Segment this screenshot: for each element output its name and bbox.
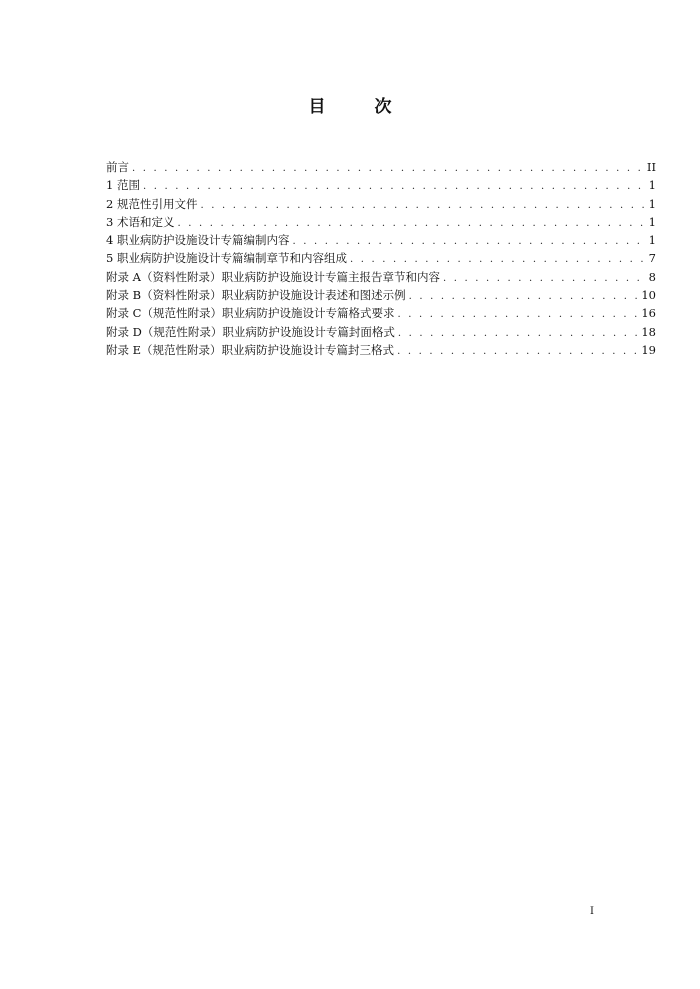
toc-entry-appendix-a[interactable] xyxy=(106,268,656,286)
toc-entry-appendix-d[interactable] xyxy=(106,323,656,341)
toc-entry-page: 10 xyxy=(641,288,656,303)
toc-entry-appendix-e[interactable] xyxy=(106,341,656,359)
toc-entry-label: 附录 C（规范性附录）职业病防护设施设计专篇格式要求 xyxy=(106,306,395,321)
toc-dot-leader xyxy=(409,288,639,306)
toc-dot-leader xyxy=(132,160,644,178)
toc-entry-section-4[interactable] xyxy=(106,231,656,249)
toc-entry-section-5[interactable] xyxy=(106,249,656,267)
toc-entry-label: 2 规范性引用文件 xyxy=(106,196,198,211)
toc-dot-leader xyxy=(200,197,645,215)
toc-entry-page: 19 xyxy=(641,342,656,357)
toc-entry-preface[interactable] xyxy=(106,158,656,176)
toc-entry-page: 8 xyxy=(648,269,656,284)
toc-entry-label: 1 范围 xyxy=(106,178,140,193)
toc-entry-label: 附录 A（资料性附录）职业病防护设施设计专篇主报告章节和内容 xyxy=(106,269,440,284)
toc-entry-appendix-c[interactable] xyxy=(106,304,656,322)
toc-entry-page: II xyxy=(646,160,656,174)
toc-entry-label: 前言 xyxy=(106,160,129,174)
toc-entry-page: 16 xyxy=(641,306,656,321)
toc-entry-scope[interactable] xyxy=(106,176,656,194)
toc-entry-page: 1 xyxy=(648,196,656,211)
toc-dot-leader xyxy=(443,270,646,288)
toc-entry-terms-definitions[interactable] xyxy=(106,213,656,231)
table-of-contents xyxy=(106,158,656,359)
toc-entry-page: 18 xyxy=(641,324,656,339)
toc-entry-appendix-b[interactable] xyxy=(106,286,656,304)
page-title: 目 次 xyxy=(308,97,408,117)
toc-entry-normative-references[interactable] xyxy=(106,195,656,213)
toc-entry-label: 附录 E（规范性附录）职业病防护设施设计专篇封三格式 xyxy=(106,342,395,357)
toc-entry-page: 1 xyxy=(648,233,656,248)
toc-dot-leader xyxy=(143,178,646,196)
toc-entry-label: 3 术语和定义 xyxy=(106,214,175,229)
toc-entry-label: 5 职业病防护设施设计专篇编制章节和内容组成 xyxy=(106,251,347,266)
toc-dot-leader xyxy=(397,306,638,324)
toc-entry-page: 1 xyxy=(648,178,656,193)
toc-entry-label: 附录 D（规范性附录）职业病防护设施设计专篇封面格式 xyxy=(106,324,395,339)
page-number: I xyxy=(590,906,594,917)
toc-entry-label: 4 职业病防护设施设计专篇编制内容 xyxy=(106,233,290,248)
toc-dot-leader xyxy=(397,343,638,361)
toc-entry-label: 附录 B（资料性附录）职业病防护设施设计表述和图述示例 xyxy=(106,288,406,303)
toc-dot-leader xyxy=(398,325,638,343)
toc-entry-page: 1 xyxy=(648,214,656,229)
toc-entry-page: 7 xyxy=(648,251,656,266)
